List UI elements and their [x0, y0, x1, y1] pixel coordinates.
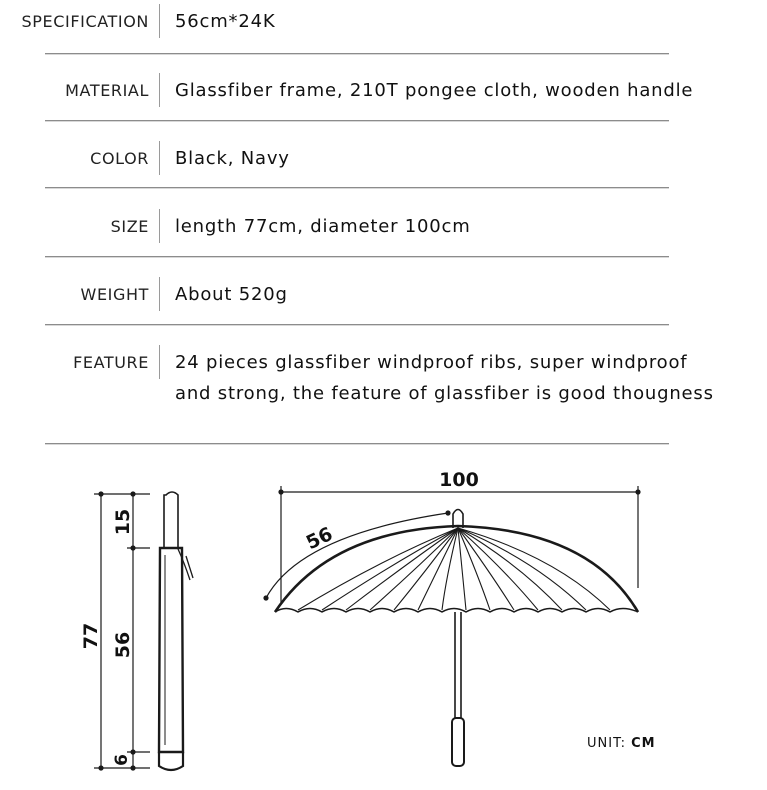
spec-value: 56cm*24K: [175, 11, 276, 32]
open-diameter-length: 100: [439, 469, 479, 491]
spec-value: About 520g: [175, 284, 288, 305]
open-umbrella-drawing: [275, 510, 638, 767]
spec-label: MATERIAL: [65, 81, 149, 100]
spec-label: WEIGHT: [80, 285, 149, 304]
spec-value: 24 pieces glassfiber windproof ribs, super windproof: [175, 352, 688, 373]
unit-label: UNIT:: [587, 736, 626, 751]
spec-value: and strong, the feature of glassfiber is good thougness: [175, 383, 714, 404]
closed-total-length: 77: [80, 622, 102, 650]
unit-note: [587, 736, 656, 751]
spec-value: Glassfiber frame, 210T pongee cloth, wooden handle: [175, 80, 694, 101]
spec-value: length 77cm, diameter 100cm: [175, 216, 471, 237]
spec-label: FEATURE: [73, 353, 149, 372]
open-rib-length: 56: [302, 523, 337, 555]
spec-label: SIZE: [110, 217, 149, 236]
spec-value: Black, Navy: [175, 148, 290, 169]
spec-label: SPECIFICATION: [21, 12, 149, 31]
spec-label: COLOR: [90, 149, 149, 168]
closed-middle-length: 56: [112, 631, 134, 659]
closed-umbrella-drawing: [159, 492, 193, 770]
closed-top-length: 15: [112, 508, 134, 536]
unit-value: CM: [631, 736, 656, 751]
closed-bottom-length: 6: [112, 754, 132, 766]
